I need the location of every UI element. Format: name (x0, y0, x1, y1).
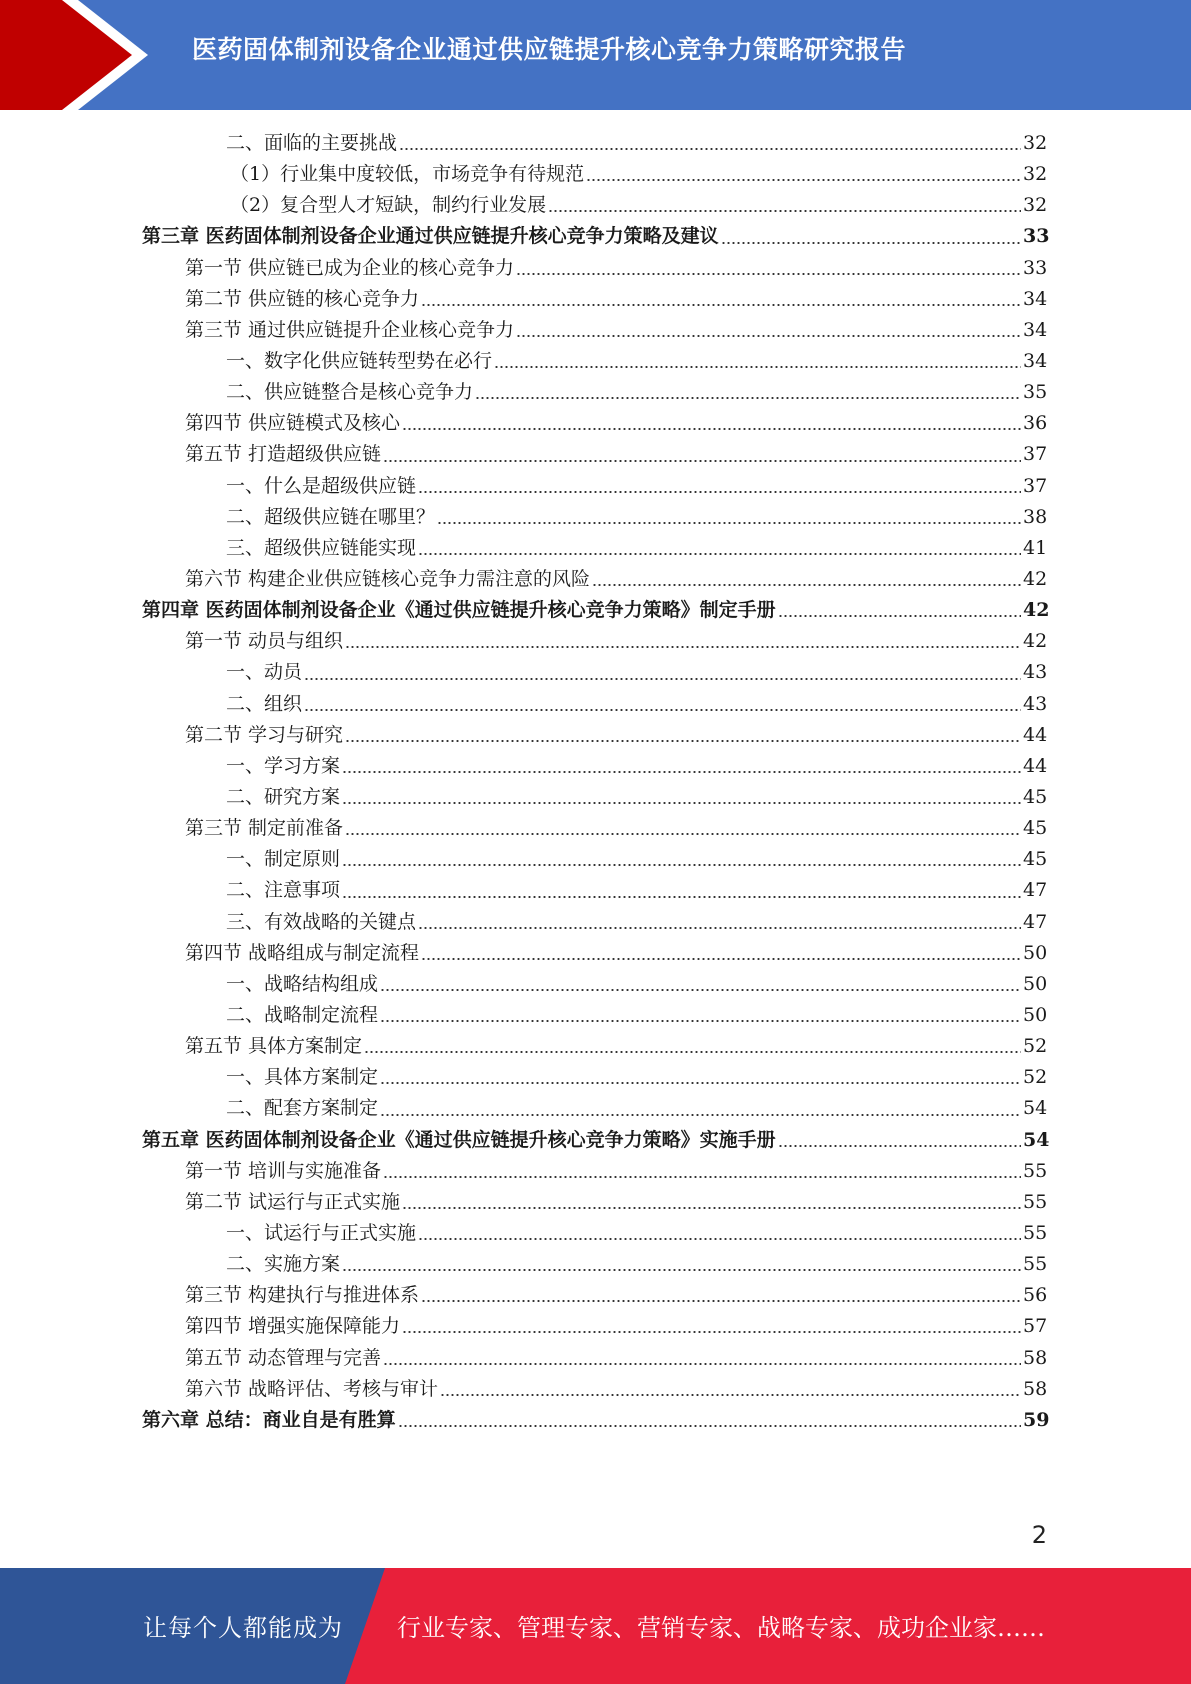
toc-entry-title: 一、什么是超级供应链 (226, 474, 417, 497)
toc-dot-leader (418, 491, 1021, 493)
toc-entry-page: 55 (1023, 1253, 1048, 1276)
toc-entry[interactable] (0, 471, 1191, 502)
toc-entry[interactable] (0, 377, 1191, 408)
toc-entry-page: 47 (1023, 879, 1048, 902)
toc-entry-page: 54 (1023, 1128, 1050, 1151)
toc-entry-title: 第四节 增强实施保障能力 (185, 1315, 401, 1338)
toc-entry[interactable] (0, 626, 1191, 657)
toc-dot-leader (402, 1207, 1021, 1209)
toc-dot-leader (437, 522, 1021, 524)
toc-entry-page: 58 (1023, 1377, 1048, 1400)
toc-entry[interactable] (0, 751, 1191, 782)
toc-entry-title: （1）行业集中度较低，市场竞争有待规范 (230, 163, 585, 186)
toc-entry-page: 34 (1023, 350, 1048, 373)
toc-entry-page: 32 (1023, 163, 1048, 186)
toc-entry[interactable] (0, 1187, 1191, 1218)
toc-dot-leader (516, 335, 1021, 337)
toc-entry-title: 第五节 具体方案制定 (185, 1035, 363, 1058)
toc-entry-title: 一、试运行与正式实施 (226, 1221, 417, 1244)
toc-entry-page: 43 (1023, 692, 1048, 715)
toc-entry-title: 第五章 医药固体制剂设备企业《通过供应链提升核心竞争力策略》实施手册 (142, 1128, 776, 1151)
toc-entry[interactable] (0, 1280, 1191, 1311)
toc-entry[interactable] (0, 595, 1191, 626)
toc-entry[interactable] (0, 689, 1191, 720)
page-number: 2 (1031, 1521, 1047, 1549)
toc-entry-page: 42 (1023, 568, 1048, 591)
toc-entry-title: 二、组织 (226, 692, 303, 715)
header-banner (0, 0, 1191, 110)
toc-entry-title: 第三节 制定前准备 (185, 817, 344, 840)
toc-entry-title: 二、超级供应链在哪里？ (226, 505, 436, 528)
toc-entry-title: 第五节 打造超级供应链 (185, 443, 382, 466)
toc-dot-leader (342, 896, 1021, 898)
toc-entry[interactable] (0, 720, 1191, 751)
toc-dot-leader (342, 771, 1021, 773)
toc-entry-title: 第三章 医药固体制剂设备企业通过供应链提升核心竞争力策略及建议 (142, 225, 719, 248)
toc-entry-title: 第四节 战略组成与制定流程 (185, 941, 420, 964)
toc-entry-title: 一、制定原则 (226, 848, 341, 871)
toc-entry-title: 一、战略结构组成 (226, 972, 379, 995)
toc-entry-title: 二、战略制定流程 (226, 1004, 379, 1026)
toc-dot-leader (418, 927, 1021, 929)
toc-entry-page: 45 (1023, 817, 1048, 840)
toc-dot-leader (380, 1082, 1021, 1084)
toc-dot-leader (548, 210, 1021, 212)
toc-entry-page: 33 (1023, 225, 1050, 248)
toc-entry[interactable] (0, 875, 1191, 906)
toc-dot-leader (402, 1331, 1021, 1333)
toc-entry-page: 55 (1023, 1221, 1048, 1244)
toc-entry-title: 第四节 供应链模式及核心 (185, 412, 401, 435)
toc-entry-title: 二、注意事项 (226, 879, 341, 902)
toc-entry-page: 55 (1023, 1159, 1048, 1182)
toc-entry-title: 第三节 构建执行与推进体系 (185, 1284, 420, 1307)
toc-entry-title: 第四章 医药固体制剂设备企业《通过供应链提升核心竞争力策略》制定手册 (142, 599, 776, 622)
toc-entry-title: 第六节 构建企业供应链核心竞争力需注意的风险 (185, 568, 591, 591)
toc-entry[interactable] (0, 1031, 1191, 1062)
toc-entry[interactable] (0, 1374, 1191, 1405)
toc-dot-leader (364, 1051, 1021, 1053)
toc-entry[interactable] (0, 564, 1191, 595)
toc-entry-page: 42 (1023, 599, 1050, 622)
toc-entry-title: 第五节 动态管理与完善 (185, 1346, 382, 1369)
toc-dot-leader (421, 1300, 1021, 1302)
toc-dot-leader (475, 397, 1021, 399)
toc-entry-page: 44 (1023, 754, 1048, 777)
toc-entry-page: 36 (1023, 412, 1048, 435)
toc-dot-leader (342, 864, 1021, 866)
toc-entry[interactable] (0, 844, 1191, 875)
toc-dot-leader (304, 678, 1021, 680)
toc-entry-title: 一、数字化供应链转型势在必行 (226, 350, 493, 373)
toc-entry-title: 二、研究方案 (226, 786, 341, 809)
toc-entry-title: 二、面临的主要挑战 (226, 132, 398, 155)
toc-dot-leader (342, 1269, 1021, 1271)
toc-entry[interactable] (0, 533, 1191, 564)
toc-entry-page: 54 (1023, 1097, 1048, 1120)
toc-entry[interactable] (0, 1311, 1191, 1342)
toc-dot-leader (494, 366, 1021, 368)
toc-entry[interactable] (0, 502, 1191, 533)
toc-entry-title: 第二节 供应链的核心竞争力 (185, 287, 420, 310)
toc-entry-title: 二、实施方案 (226, 1253, 341, 1276)
toc-dot-leader (380, 989, 1021, 991)
toc-dot-leader (380, 1020, 1021, 1022)
toc-dot-leader (778, 1145, 1021, 1147)
toc-dot-leader (592, 584, 1021, 586)
toc-entry-page: 42 (1023, 630, 1048, 653)
toc-entry[interactable] (0, 1342, 1191, 1373)
toc-entry[interactable] (0, 439, 1191, 470)
toc-entry[interactable] (0, 1156, 1191, 1187)
toc-dot-leader (721, 242, 1021, 244)
toc-entry-title: 三、有效战略的关键点 (226, 910, 417, 933)
toc-dot-leader (516, 273, 1021, 275)
toc-dot-leader (586, 179, 1021, 181)
toc-entry-page: 41 (1023, 536, 1048, 559)
toc-entry[interactable] (0, 128, 1191, 159)
toc-entry-title: 第二节 学习与研究 (185, 723, 344, 746)
toc-entry-title: 第二节 试运行与正式实施 (185, 1190, 401, 1213)
toc-entry-page: 32 (1023, 132, 1048, 155)
toc-entry[interactable] (0, 346, 1191, 377)
toc-entry[interactable] (0, 190, 1191, 221)
toc-entry-page: 57 (1023, 1315, 1048, 1338)
toc-entry-page: 35 (1023, 381, 1048, 404)
toc-entry-page: 32 (1023, 194, 1048, 217)
toc-entry-page: 47 (1023, 910, 1048, 933)
toc-entry-page: 38 (1023, 505, 1048, 528)
table-of-contents (0, 128, 1191, 1436)
footer-slogan-right: 行业专家、管理专家、营销专家、战略专家、成功企业家…… (397, 1614, 1045, 1642)
toc-entry[interactable] (0, 1218, 1191, 1249)
toc-entry-page: 56 (1023, 1284, 1048, 1307)
toc-entry-title: 第六节 战略评估、考核与审计 (185, 1377, 439, 1400)
toc-dot-leader (345, 833, 1021, 835)
toc-entry-title: （2）复合型人才短缺，制约行业发展 (230, 194, 547, 217)
toc-entry[interactable] (0, 813, 1191, 844)
toc-entry-page: 50 (1023, 972, 1048, 995)
toc-entry-page: 59 (1023, 1408, 1050, 1431)
toc-entry-page: 58 (1023, 1346, 1048, 1369)
toc-entry[interactable] (0, 1062, 1191, 1093)
toc-dot-leader (418, 553, 1021, 555)
toc-dot-leader (418, 1238, 1021, 1240)
toc-entry-title: 第三节 通过供应链提升企业核心竞争力 (185, 318, 515, 341)
toc-dot-leader (421, 958, 1021, 960)
toc-entry-title: 第一节 供应链已成为企业的核心竞争力 (185, 256, 515, 279)
toc-entry-page: 45 (1023, 786, 1048, 809)
toc-dot-leader (345, 740, 1021, 742)
toc-entry-page: 33 (1023, 256, 1048, 279)
toc-entry-page: 55 (1023, 1190, 1048, 1213)
toc-entry[interactable] (0, 938, 1191, 969)
toc-entry[interactable] (0, 1405, 1191, 1436)
toc-dot-leader (399, 148, 1021, 150)
toc-dot-leader (421, 304, 1021, 306)
toc-entry-title: 二、配套方案制定 (226, 1097, 379, 1120)
toc-entry-page: 52 (1023, 1035, 1048, 1058)
toc-entry-title: 三、超级供应链能实现 (226, 536, 417, 559)
footer-slogan-left: 让每个人都能成为 (143, 1614, 343, 1642)
toc-entry[interactable] (0, 408, 1191, 439)
toc-entry-page: 37 (1023, 443, 1048, 466)
toc-dot-leader (778, 615, 1021, 617)
toc-entry[interactable] (0, 782, 1191, 813)
toc-entry-title: 第一节 动员与组织 (185, 630, 344, 653)
toc-entry-page: 44 (1023, 723, 1048, 746)
toc-dot-leader (398, 1425, 1021, 1427)
toc-dot-leader (383, 1363, 1021, 1365)
toc-entry-page: 34 (1023, 318, 1048, 341)
toc-entry-page: 45 (1023, 848, 1048, 871)
toc-entry-page: 37 (1023, 474, 1048, 497)
toc-entry-page: 50 (1023, 941, 1048, 964)
footer-banner (0, 1568, 1191, 1684)
toc-entry-page: 43 (1023, 661, 1048, 684)
toc-entry-title: 第一节 培训与实施准备 (185, 1159, 382, 1182)
toc-dot-leader (380, 1114, 1021, 1116)
toc-entry-title: 一、具体方案制定 (226, 1066, 379, 1089)
toc-entry[interactable] (0, 969, 1191, 1000)
toc-entry[interactable] (0, 221, 1191, 252)
toc-dot-leader (402, 428, 1021, 430)
toc-entry[interactable] (0, 253, 1191, 284)
toc-entry-title: 二、供应链整合是核心竞争力 (226, 381, 474, 404)
toc-entry-page: 52 (1023, 1066, 1048, 1089)
toc-entry-title: 一、动员 (226, 661, 303, 684)
toc-dot-leader (440, 1394, 1021, 1396)
toc-dot-leader (304, 709, 1021, 711)
toc-entry-title: 第六章 总结：商业自是有胜算 (142, 1408, 396, 1431)
toc-entry[interactable] (0, 1093, 1191, 1124)
toc-entry-page: 34 (1023, 287, 1048, 310)
toc-entry[interactable] (0, 657, 1191, 688)
document-title: 医药固体制剂设备企业通过供应链提升核心竞争力策略研究报告 (192, 35, 907, 64)
toc-dot-leader (383, 460, 1021, 462)
toc-dot-leader (345, 646, 1021, 648)
toc-dot-leader (342, 802, 1021, 804)
toc-entry[interactable] (0, 1000, 1191, 1031)
toc-dot-leader (383, 1176, 1021, 1178)
toc-entry[interactable] (0, 159, 1191, 190)
toc-entry[interactable] (0, 315, 1191, 346)
toc-entry[interactable] (0, 284, 1191, 315)
toc-entry[interactable] (0, 1125, 1191, 1156)
toc-entry-page: 50 (1023, 1004, 1048, 1026)
toc-entry[interactable] (0, 907, 1191, 938)
toc-entry-title: 一、学习方案 (226, 754, 341, 777)
toc-entry[interactable] (0, 1249, 1191, 1280)
